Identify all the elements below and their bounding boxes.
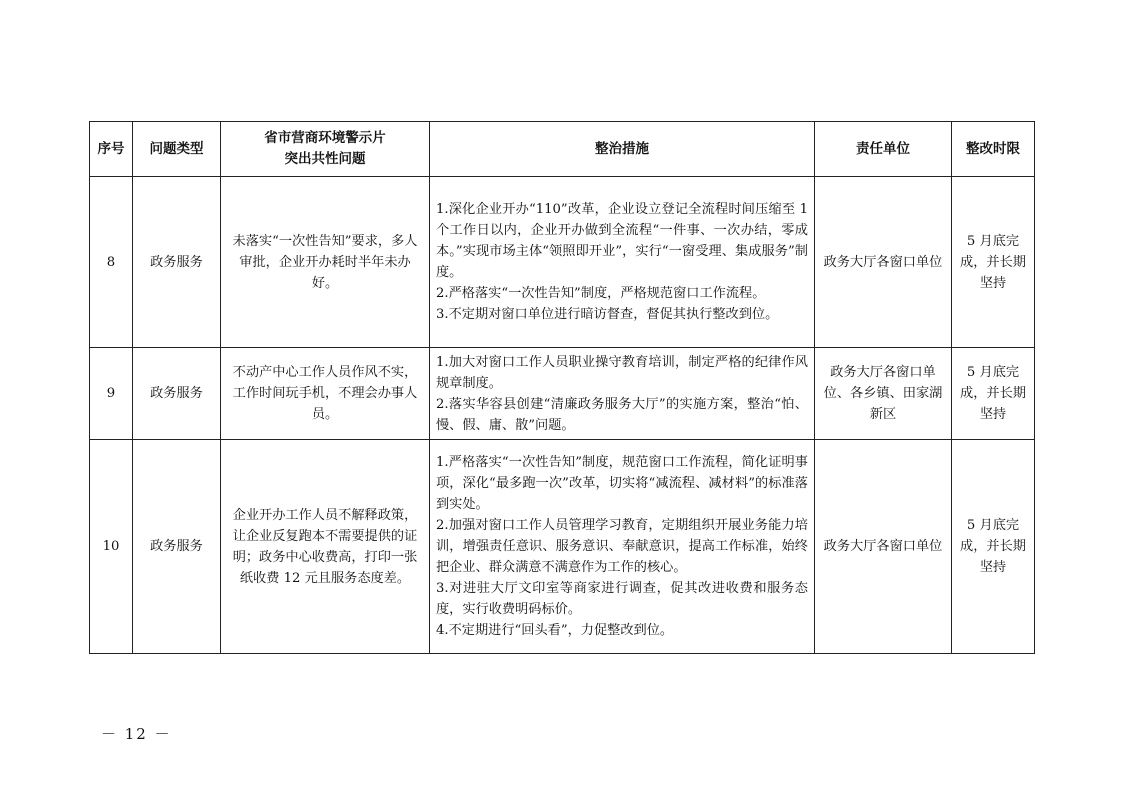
row-unit: 政务大厅各窗口单位、各乡镇、田家湖新区 bbox=[815, 348, 952, 440]
measure-item: 2.落实华容县创建“清廉政务服务大厅”的实施方案，整治“怕、慢、假、庸、散”问题。 bbox=[436, 396, 808, 433]
row-measures bbox=[430, 440, 815, 654]
row-issue: 未落实“一次性告知”要求，多人审批，企业开办耗时半年未办好。 bbox=[221, 177, 430, 348]
header-issue-line1: 省市营商环境警示片 bbox=[264, 130, 386, 146]
table-header-row bbox=[90, 122, 1035, 177]
table-row bbox=[90, 177, 1035, 348]
row-seq: 9 bbox=[90, 348, 133, 440]
row-type: 政务服务 bbox=[133, 348, 221, 440]
row-unit: 政务大厅各窗口单位 bbox=[815, 177, 952, 348]
header-unit: 责任单位 bbox=[815, 122, 952, 177]
table-row bbox=[90, 348, 1035, 440]
header-measures: 整治措施 bbox=[430, 122, 815, 177]
row-deadline: 5 月底完成，并长期坚持 bbox=[952, 348, 1035, 440]
header-issue-line2: 突出共性问题 bbox=[284, 151, 366, 167]
measure-item: 3.不定期对窗口单位进行暗访督查，督促其执行整改到位。 bbox=[436, 307, 779, 322]
row-measures bbox=[430, 348, 815, 440]
measure-item: 2.加强对窗口工作人员管理学习教育，定期组织开展业务能力培训，增强责任意识、服务意识、奉献意识，提高工作标准，始终把企业、群众满意不满意作为工作的核心。 bbox=[436, 518, 808, 575]
row-deadline: 5 月底完成，并长期坚持 bbox=[952, 440, 1035, 654]
rectification-table bbox=[89, 121, 1035, 654]
page-number: － 12 － bbox=[101, 725, 172, 743]
header-type: 问题类型 bbox=[133, 122, 221, 177]
header-seq: 序号 bbox=[90, 122, 133, 177]
row-type: 政务服务 bbox=[133, 440, 221, 654]
measure-item: 4.不定期进行“回头看”，力促整改到位。 bbox=[436, 623, 674, 638]
row-seq: 8 bbox=[90, 177, 133, 348]
row-issue: 不动产中心工作人员作风不实，工作时间玩手机，不理会办事人员。 bbox=[221, 348, 430, 440]
measure-item: 1.严格落实“一次性告知”制度，规范窗口工作流程，简化证明事项，深化“最多跑一次”改革，切实将“减流程、减材料”的标准落到实处。 bbox=[436, 455, 808, 512]
measure-item: 1.加大对窗口工作人员职业操守教育培训，制定严格的纪律作风规章制度。 bbox=[436, 354, 808, 391]
measure-item: 2.严格落实“一次性告知”制度，严格规范窗口工作流程。 bbox=[436, 286, 766, 301]
row-seq: 10 bbox=[90, 440, 133, 654]
table-row bbox=[90, 440, 1035, 654]
row-type: 政务服务 bbox=[133, 177, 221, 348]
header-deadline: 整改时限 bbox=[952, 122, 1035, 177]
row-deadline: 5 月底完成，并长期坚持 bbox=[952, 177, 1035, 348]
row-issue: 企业开办工作人员不解释政策，让企业反复跑本不需要提供的证明；政务中心收费高，打印一张纸收费 12 元且服务态度差。 bbox=[221, 440, 430, 654]
row-measures bbox=[430, 177, 815, 348]
header-issue bbox=[221, 122, 430, 177]
row-unit: 政务大厅各窗口单位 bbox=[815, 440, 952, 654]
measure-item: 3.对进驻大厅文印室等商家进行调查，促其改进收费和服务态度，实行收费明码标价。 bbox=[436, 581, 808, 617]
measure-item: 1.深化企业开办“110”改革，企业设立登记全流程时间压缩至 1 个工作日以内，企业开办做到全流程“一件事、一次办结，零成本。”实现市场主体“领照即开业”，实行“一窗受理、集成服务”制度。 bbox=[436, 202, 808, 280]
